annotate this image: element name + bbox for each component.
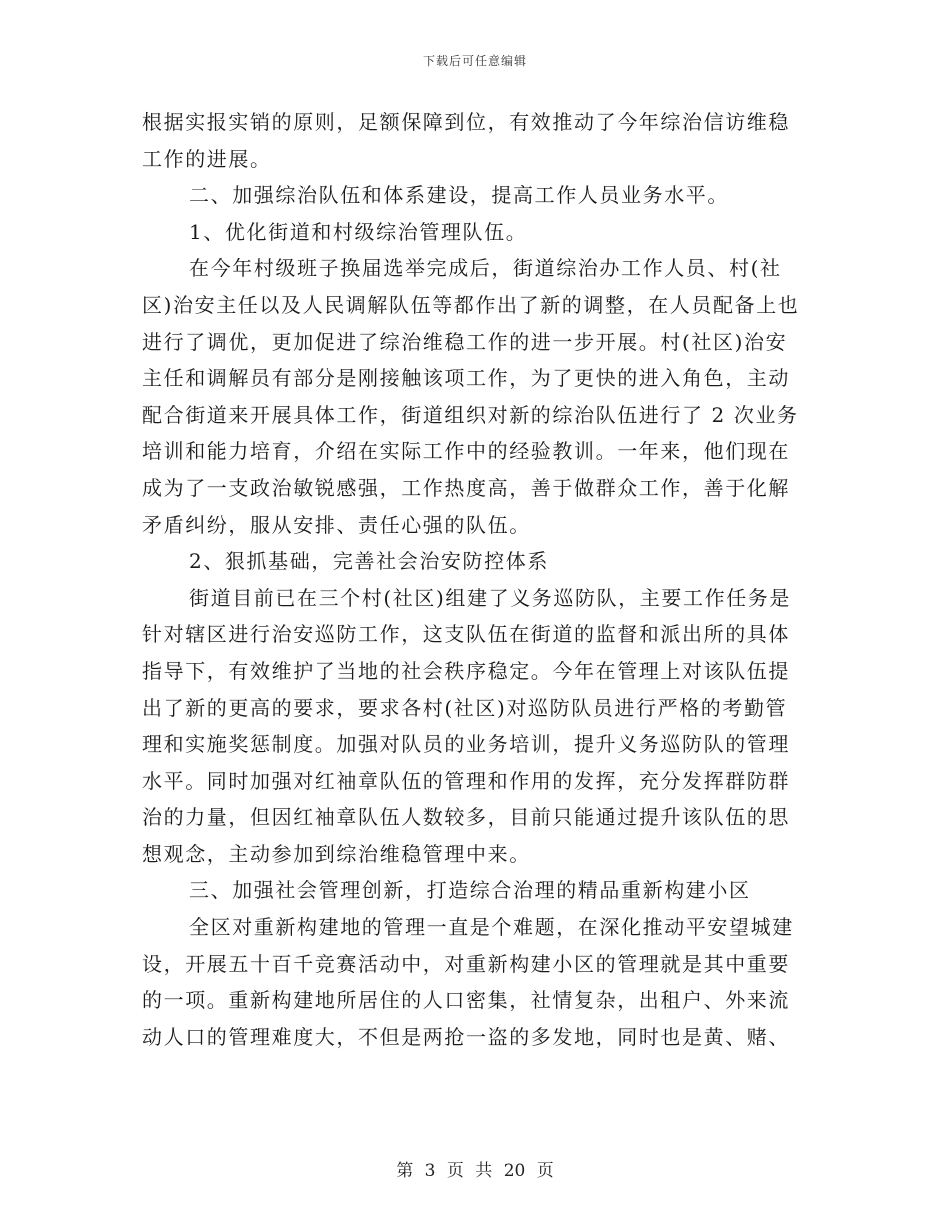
text-line: 1、优化街道和村级综治管理队伍。	[189, 219, 528, 244]
text-line: 矛盾纠纷，服从安排、责任心强的队伍。	[142, 512, 531, 537]
text-line: 工作的进展。	[142, 146, 272, 171]
text-line: 设，开展五十百千竞赛活动中，对重新构建小区的管理就是其中重要	[142, 951, 790, 976]
text-line: 动人口的管理难度大，不但是两抢一盗的多发地，同时也是黄、赌、	[142, 1024, 790, 1049]
text-line: 二、加强综治队伍和体系建设，提高工作人员业务水平。	[189, 183, 729, 208]
text-line: 治的力量，但因红袖章队伍人数较多，目前只能通过提升该队伍的思	[142, 805, 790, 830]
text-line: 想观念，主动参加到综治维稳管理中来。	[142, 841, 531, 866]
page-header-note: 下载后可任意编辑	[422, 54, 527, 68]
text-line: 区)治安主任以及人民调解队伍等都作出了新的调整，在人员配备上也	[142, 292, 800, 317]
text-line: 针对辖区进行治安巡防工作，这支队伍在街道的监督和派出所的具体	[142, 622, 790, 647]
text-line: 进行了调优，更加促进了综治维稳工作的进一步开展。村(社区)治安	[142, 329, 788, 354]
text-line: 指导下，有效维护了当地的社会秩序稳定。今年在管理上对该队伍提	[142, 658, 790, 683]
text-line: 主任和调解员有部分是刚接触该项工作，为了更快的进入角色，主动	[142, 366, 790, 391]
text-line: 出了新的更高的要求，要求各村(社区)对巡防队员进行严格的考勤管	[142, 695, 788, 720]
text-line: 全区对重新构建地的管理一直是个难题，在深化推动平安望城建	[189, 915, 794, 940]
page-number-footer: 第 3 页 共 20 页	[396, 1161, 554, 1181]
text-line: 理和实施奖惩制度。加强对队员的业务培训，提升义务巡防队的管理	[142, 732, 790, 757]
text-line: 三、加强社会管理创新，打造综合治理的精品重新构建小区	[189, 878, 751, 903]
text-line: 水平。同时加强对红袖章队伍的管理和作用的发挥，充分发挥群防群	[142, 768, 790, 793]
text-line: 成为了一支政治敏锐感强，工作热度高，善于做群众工作，善于化解	[142, 475, 790, 500]
text-line: 的一项。重新构建地所居住的人口密集，社情复杂，出租户、外来流	[142, 988, 790, 1013]
text-line: 根据实报实销的原则，足额保障到位，有效推动了今年综治信访维稳	[142, 110, 790, 134]
document-body	[142, 104, 810, 1055]
text-line: 2、狠抓基础，完善社会治安防控体系	[189, 549, 549, 574]
text-line: 街道目前已在三个村(社区)组建了义务巡防队，主要工作任务是	[189, 585, 792, 610]
text-line: 在今年村级班子换届选举完成后，街道综治办工作人员、村(社	[189, 256, 782, 281]
text-line: 配合街道来开展具体工作，街道组织对新的综治队伍进行了 2 次业务	[142, 402, 799, 427]
text-line: 培训和能力培育，介绍在实际工作中的经验教训。一年来，他们现在	[142, 439, 790, 464]
